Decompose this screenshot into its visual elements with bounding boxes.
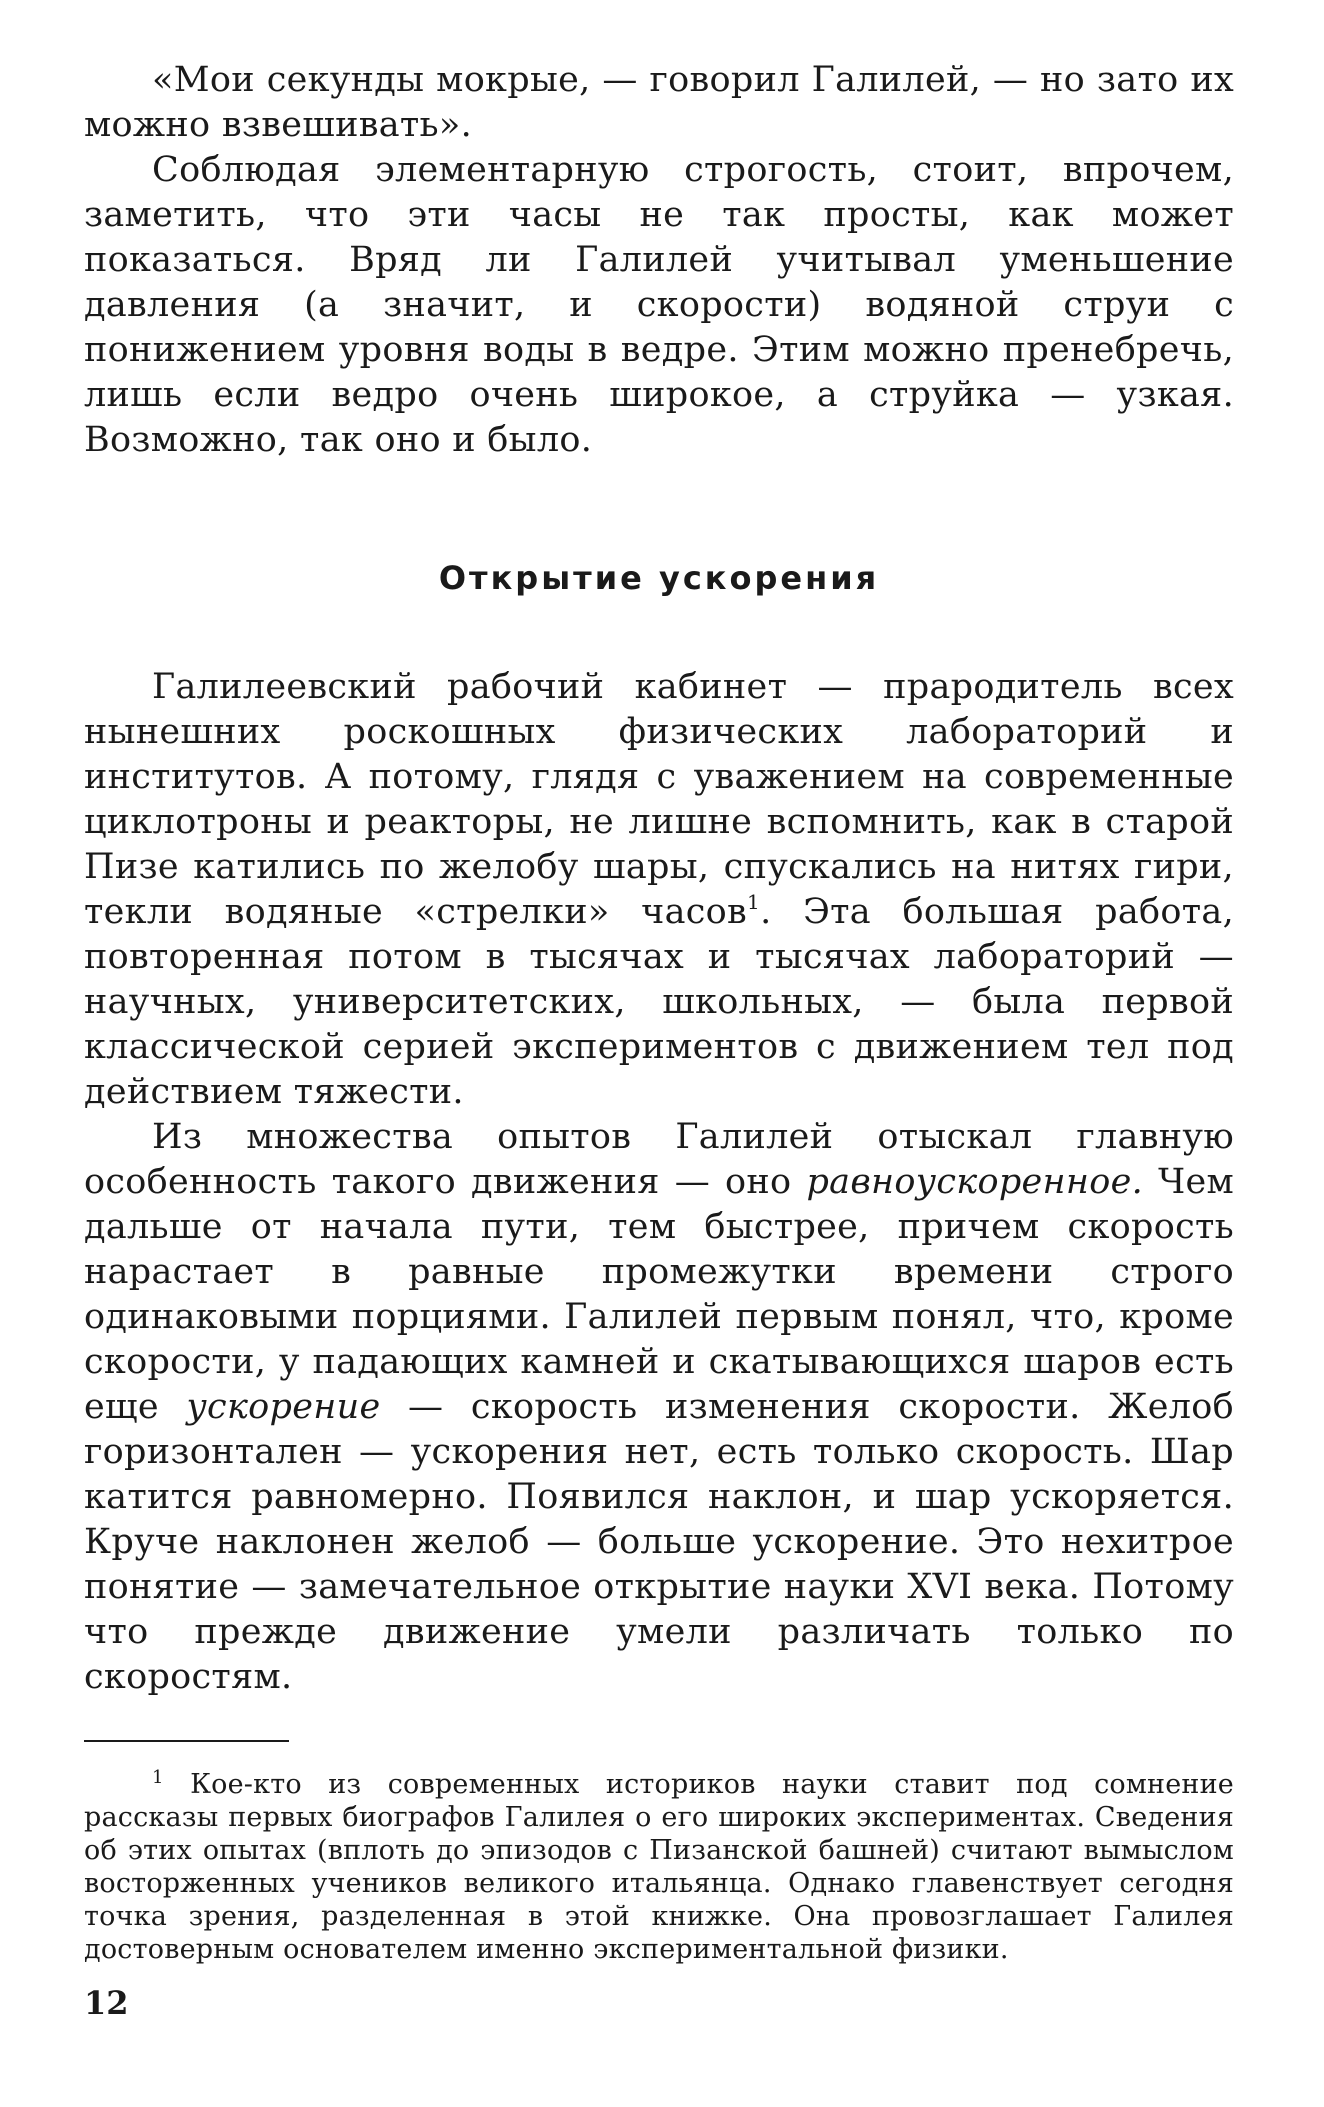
page-content — [84, 58, 1234, 1966]
page-number: 12 — [84, 1984, 129, 2022]
footnote — [84, 1768, 1234, 1966]
footnote-reference[interactable]: 1 — [747, 890, 761, 914]
paragraph-acceleration-text-b: Чем дальше от начала пути, тем быстрее, причем скорость нарастает в равные промежутки времени строго одинаковыми порциями. Галилей первым понял, что, кроме скорости, у падающих камней и скатывающихся шаров есть еще — [84, 1162, 1234, 1427]
footnote-mark: 1 — [152, 1767, 164, 1788]
paragraph-laboratory — [84, 665, 1234, 1115]
paragraph-quote: «Мои секунды мокрые, — говорил Галилей, — но зато их можно взвешивать». — [84, 60, 1234, 145]
paragraph-acceleration-text-a: Из множества опытов Галилей отыскал главную особенность такого движения — оно — [84, 1117, 1234, 1202]
paragraph-clock-remark: Соблюдая элементарную строгость, стоит, впрочем, заметить, что эти часы не так просты, как может показаться. Вряд ли Галилей учитывал уменьшение давления (а значит, и скорости) водяной струи с понижением уровня воды в ведре. Этим можно пренебречь, лишь если ведро очень широкое, а струйка — узкая. Возможно, так оно и было. — [84, 150, 1234, 460]
emphasis-acceleration: ускорение — [186, 1387, 381, 1427]
emphasis-uniformly-accelerated: равноускоренное. — [806, 1162, 1144, 1202]
section-heading: Открытие ускорения — [438, 559, 880, 597]
paragraph-laboratory-text-b: . Эта большая работа, повторенная потом в тысячах и тысячах лабораторий — научных, университетских, школьных, — была первой классической серией экспериментов с движением тел под действием тяжести. — [84, 892, 1234, 1112]
section-heading-wrapper — [84, 559, 1234, 597]
footnote-divider — [84, 1740, 289, 1742]
paragraph-acceleration — [84, 1115, 1234, 1700]
paragraph-laboratory-text-a: Галилеевский рабочий кабинет — прародитель всех нынешних роскошных физических лабораторий и институтов. А потому, глядя с уважением на современные циклотроны и реакторы, не лишне вспомнить, как в старой Пизе катились по желобу шары, спускались на нитях гири, текли водяные «стрелки» часов — [84, 667, 1234, 932]
paragraph-acceleration-text-c: — скорость изменения скорости. Желоб горизонтален — ускорения нет, есть только скорость. Шар катится равномерно. Появился наклон, и шар ускоряется. Круче наклонен желоб — больше ускорение. Это нехитрое понятие — замечательное открытие науки XVI века. Потому что прежде движение умели различать только по скоростям. — [84, 1387, 1234, 1697]
footnote-text: Кое-кто из современных историков науки ставит под сомнение рассказы первых биографов Галилея о его широких экспериментах. Сведения об этих опытах (вплоть до эпизодов с Пизанской башней) считают вымыслом восторженных учеников великого итальянца. Однако главенствует сегодня точка зрения, разделенная в этой книжке. Она провозглашает Галилея достоверным основателем именно экспериментальной физики. — [84, 1769, 1234, 1965]
